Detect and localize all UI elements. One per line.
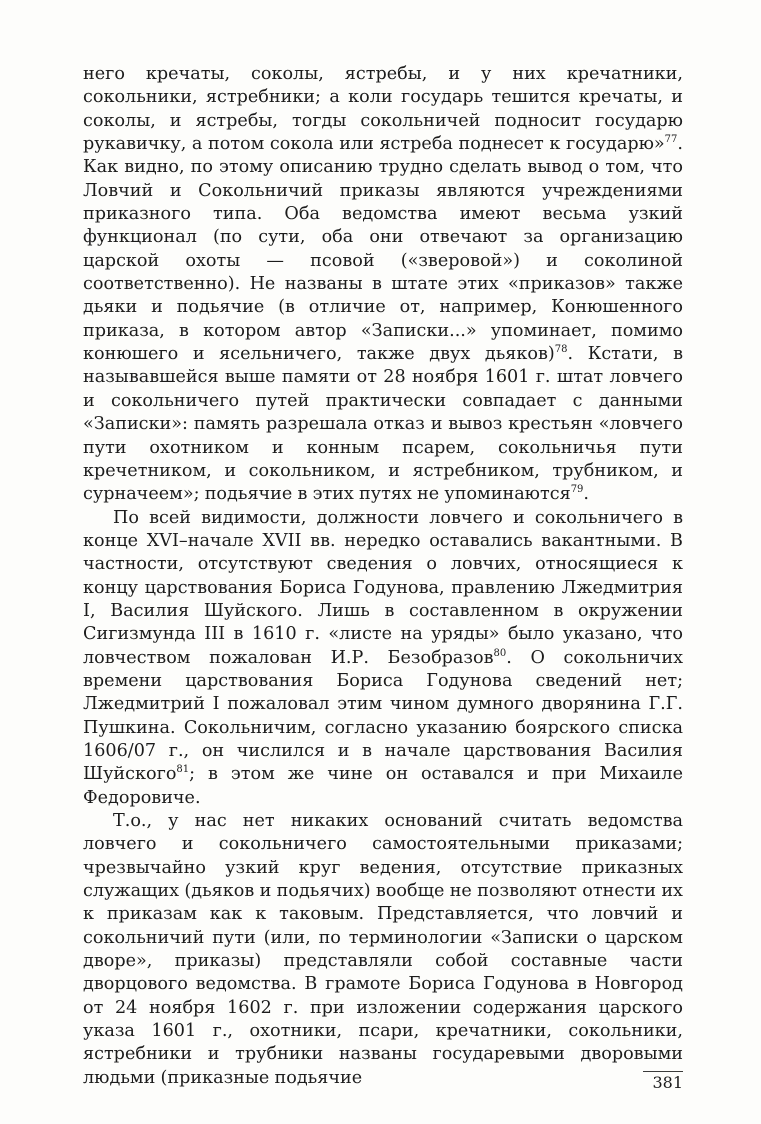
paragraph-2: [83, 507, 683, 810]
footnote-ref-77: 77: [664, 134, 678, 146]
footer-rule: [643, 1071, 683, 1072]
paragraph-3: [83, 810, 683, 1090]
body-text: [83, 63, 683, 1090]
page-number: 381: [652, 1073, 683, 1092]
text-run: . О сокольничих времени царствования Бориса Годунова сведений нет; Лжедмитрий I пожаловал этим чином думного дворянина Г.Г. Пушкина. Сокольничим, согласно указанию боярского списка 1606/07 г., он числился и в начале царствования Василия Шуйского: [83, 647, 683, 785]
text-run: .: [583, 484, 590, 505]
text-run: . Кстати, в называвшейся выше памяти от 28 ноября 1601 г. штат ловчего и сокольничего путей практически совпадает с данными «Записки»: память разрешала отказ и вывоз крестьян «ловчего пути охотником и конным псарем, сокольничья пути кречетником, и сокольником, и ястребником, трубником, и сурначеем»; подьячие в этих путях не упоминаются: [83, 344, 683, 505]
text-run: По всей видимости, должности ловчего и сокольничего в конце XVI–начале XVII вв. нередко оставались вакантными. В частности, отсутствуют сведения о ловчих, относящиеся к концу царствования Бориса Годунова, правлению Лжедмитрия I, Василия Шуйского. Лишь в составленном в окружении Сигизмунда III в 1610 г. «листе на уряды» было указано, что ловчеством пожалован И.Р. Безобразов: [83, 507, 683, 668]
footnote-ref-78: 78: [554, 344, 568, 356]
text-run: ; в этом же чине он оставался и при Михаиле Федоровиче.: [83, 764, 683, 808]
text-run: Т.о., у нас нет никаких оснований считать ведомства ловчего и сокольничего самостоятельными приказами; чрезвычайно узкий круг ведения, отсутствие приказных служащих (дьяков и подьячих) вообще не позволяют отнести их к приказам как к таковым. Представляется, что ловчий и сокольничий пути (или, по терминологии «Записки о царском дворе», приказы) представляли собой составные части дворцового ведомства. В грамоте Бориса Годунова в Новгород от 24 ноября 1602 г. при изложении содержания царского указа 1601 г., охотники, псари, кречатники, сокольники, ястребники и трубники названы государевыми дворовыми людьми (приказные подьячие: [83, 811, 683, 1088]
footnote-ref-80: 80: [493, 647, 507, 659]
paragraph-1: [83, 63, 683, 507]
footnote-ref-79: 79: [570, 484, 584, 496]
text-run: него кречаты, соколы, ястребы, и у них кречатники, сокольники, ястребники; а коли государь тешится кречаты, и соколы, и ястребы, тогды сокольничей подносит государю рукавичку, а потом сокола или ястреба поднесет к государю»: [83, 64, 683, 155]
text-run: . Как видно, по этому описанию трудно сделать вывод о том, что Ловчий и Сокольничий приказы являются учреждениями приказного типа. Оба ведомства имеют весьма узкий функционал (по сути, оба они отвечают за организацию царской охоты — псовой («зверовой») и соколиной соответственно). Не названы в штате этих «приказов» также дьяки и подьячие (в отличие от, например, Конюшенного приказа, в котором автор «Записки...» упоминает, помимо конюшего и ясельничего, также двух дьяков): [83, 134, 683, 365]
footnote-ref-81: 81: [176, 764, 190, 776]
